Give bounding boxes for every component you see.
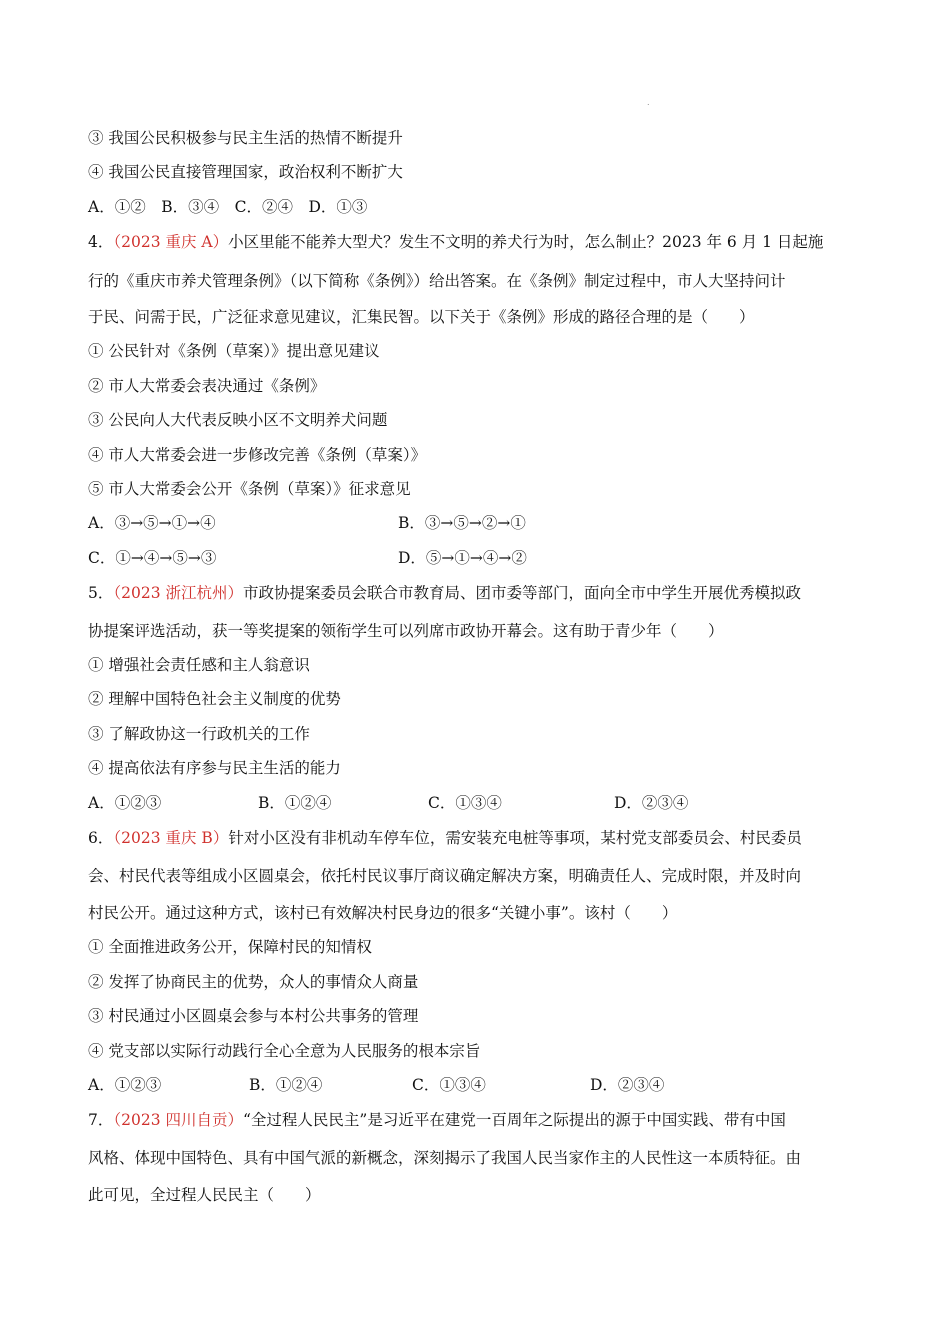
q4-item-2: ② 市人大常委会表决通过《条例》 [88, 377, 326, 395]
q5-source: （2023 浙江杭州） [113, 584, 243, 602]
q5-number: 5． [88, 584, 114, 602]
q4-item-1: ① 公民针对《条例（草案）》提出意见建议 [88, 342, 380, 360]
q4-number: 4． [88, 233, 114, 251]
q7-stem-line-2: 风格、体现中国特色、具有中国气派的新概念，深刻揭示了我国人民当家作主的人民性这一本质特征。由 [88, 1149, 802, 1167]
q7-stem-text: “全过程人民民主”是习近平在建党一百周年之际提出的源于中国实践、带有中国 [243, 1111, 786, 1129]
q6-option-d: D．②③④ [590, 1076, 665, 1094]
q5-stem-line-1 [88, 583, 801, 603]
q4-option-a: A．③→⑤→①→④ [88, 514, 216, 532]
q6-option-c: C．①③④ [412, 1076, 486, 1094]
q5-stem-text: 市政协提案委员会联合市教育局、团市委等部门，面向全市中学生开展优秀模拟政 [243, 584, 802, 602]
q7-stem-line-3: 此可见，全过程人民民主（ ） [88, 1186, 321, 1204]
q6-option-a: A．①②③ [88, 1076, 162, 1094]
q6-item-4: ④ 党支部以实际行动践行全心全意为人民服务的根本宗旨 [88, 1042, 481, 1060]
q6-item-3: ③ 村民通过小区圆桌会参与本村公共事务的管理 [88, 1007, 419, 1025]
q4-item-5: ⑤ 市人大常委会公开《条例（草案）》征求意见 [88, 480, 411, 498]
q4-source: （2023 重庆 A） [113, 233, 229, 251]
q6-item-2: ② 发挥了协商民主的优势，众人的事情众人商量 [88, 973, 419, 991]
q5-option-c: C．①③④ [428, 794, 502, 812]
q4-option-d: D．⑤→①→④→② [398, 549, 527, 567]
q3-item-3: ③ 我国公民积极参与民主生活的热情不断提升 [88, 129, 403, 147]
q6-stem-line-1 [88, 828, 802, 848]
q6-number: 6． [88, 829, 114, 847]
q7-source: （2023 四川自贡） [113, 1111, 243, 1129]
q4-stem-text: 小区里能不能养大型犬？发生不文明的养犬行为时，怎么制止？2023 年 6 月 1 日起施 [228, 233, 824, 251]
q4-stem-line-1 [88, 232, 823, 252]
q4-item-3: ③ 公民向人大代表反映小区不文明养犬问题 [88, 411, 388, 429]
q5-item-3: ③ 了解政协这一行政机关的工作 [88, 725, 310, 743]
q4-stem-line-2: 行的《重庆市养犬管理条例》（以下简称《条例》）给出答案。在《条例》制定过程中，市人大坚持问计 [88, 272, 786, 290]
q7-stem-line-1 [88, 1110, 786, 1130]
q3-options: A．①② B．③④ C．②④ D．①③ [88, 198, 368, 216]
q6-stem-line-2: 会、村民代表等组成小区圆桌会，依托村民议事厅商议确定解决方案，明确责任人、完成时限，并及时向 [88, 867, 802, 885]
q5-item-1: ① 增强社会责任感和主人翁意识 [88, 656, 310, 674]
q6-option-b: B．①②④ [249, 1076, 323, 1094]
q5-stem-line-2: 协提案评选活动，获一等奖提案的领衔学生可以列席市政协开幕会。这有助于青少年（ ） [88, 622, 724, 640]
q5-option-b: B．①②④ [258, 794, 332, 812]
q4-item-4: ④ 市人大常委会进一步修改完善《条例（草案）》 [88, 446, 427, 464]
q3-item-4: ④ 我国公民直接管理国家，政治权利不断扩大 [88, 163, 403, 181]
q5-item-4: ④ 提高依法有序参与民主生活的能力 [88, 759, 341, 777]
header-mark: . [647, 98, 650, 107]
q4-stem-line-3: 于民、问需于民，广泛征求意见建议，汇集民智。以下关于《条例》形成的路径合理的是（ ） [88, 308, 755, 326]
q7-number: 7． [88, 1111, 114, 1129]
q6-stem-line-3: 村民公开。通过这种方式，该村已有效解决村民身边的很多“关键小事”。该村（ ） [88, 904, 678, 922]
q5-option-d: D．②③④ [614, 794, 689, 812]
q6-item-1: ① 全面推进政务公开，保障村民的知情权 [88, 938, 372, 956]
q4-option-c: C．①→④→⑤→③ [88, 549, 217, 567]
q6-source: （2023 重庆 B） [113, 829, 229, 847]
q4-option-b: B．③→⑤→②→① [398, 514, 526, 532]
q5-item-2: ② 理解中国特色社会主义制度的优势 [88, 690, 341, 708]
q5-option-a: A．①②③ [88, 794, 162, 812]
q6-stem-text: 针对小区没有非机动车停车位，需安装充电桩等事项，某村党支部委员会、村民委员 [228, 829, 802, 847]
